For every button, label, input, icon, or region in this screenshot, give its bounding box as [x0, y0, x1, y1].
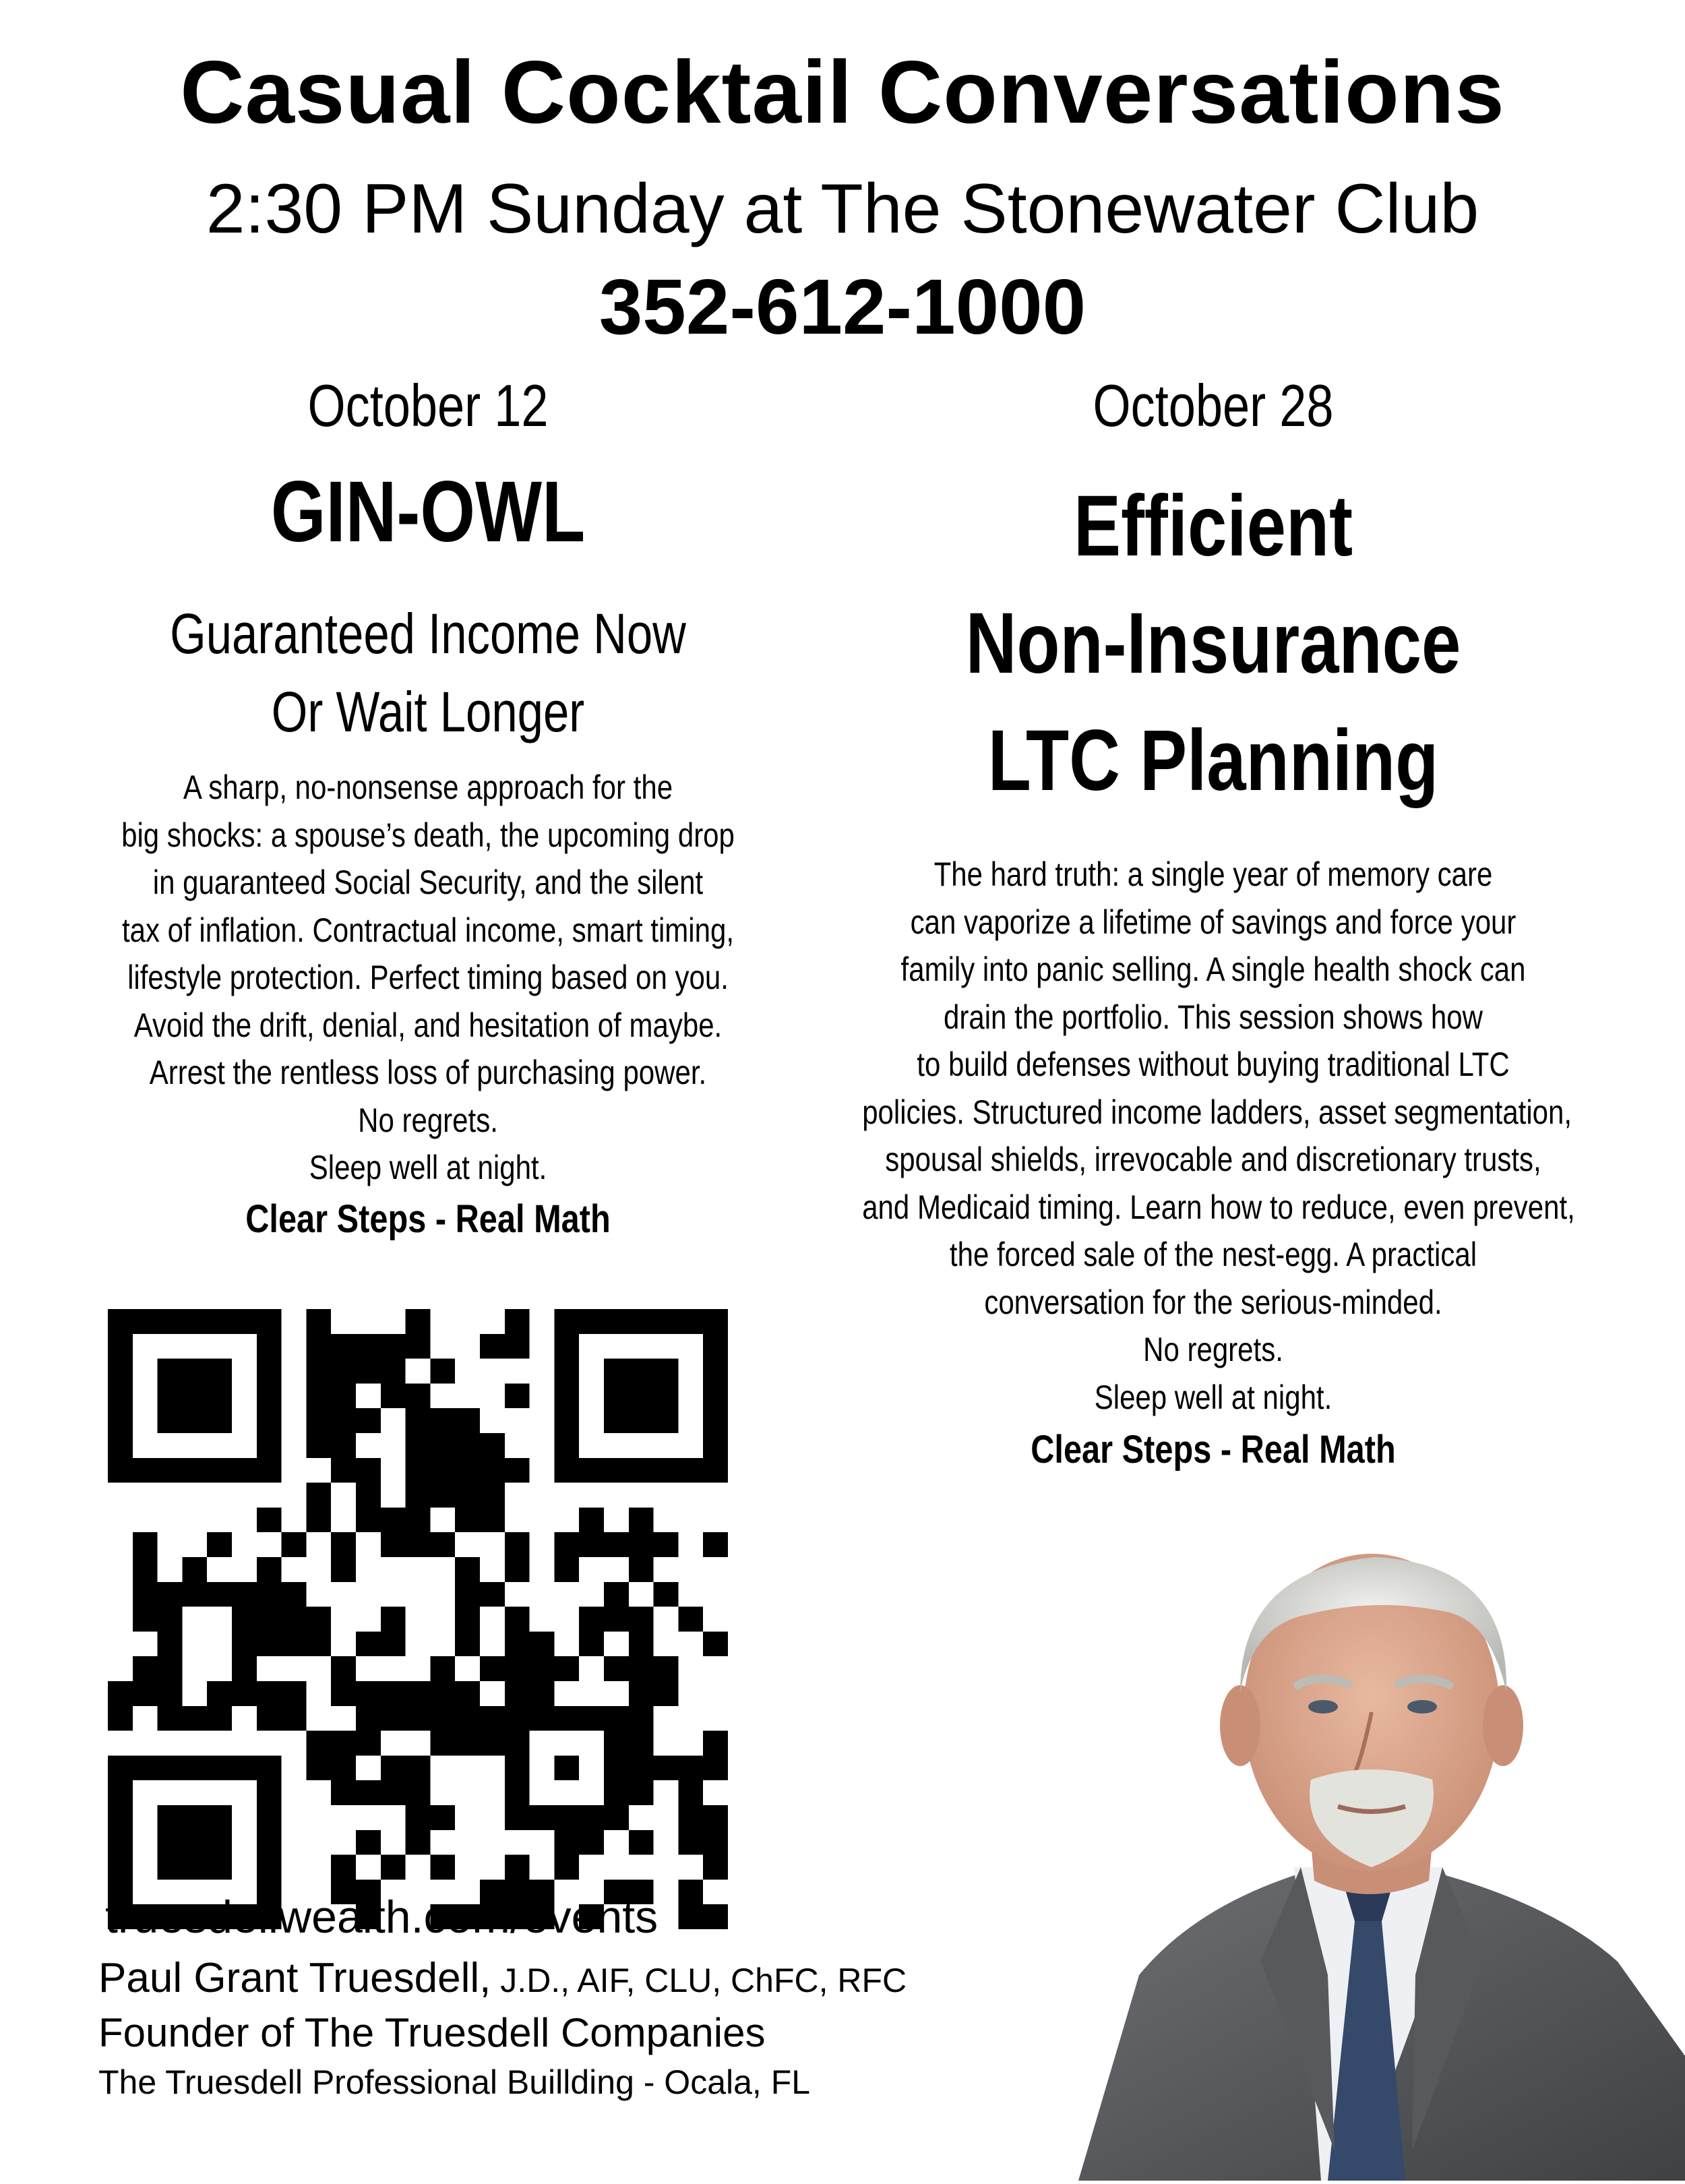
- event-time-venue: 2:30 PM Sunday at The Stonewater Club: [206, 170, 1479, 248]
- presenter-photo-illustration: [1038, 1490, 1685, 2181]
- left-event-date: October 12: [307, 372, 549, 439]
- right-body-line: can vaporize a lifetime of savings and force your: [910, 903, 1516, 941]
- left-subheadline-line: Or Wait Longer: [271, 680, 585, 744]
- right-event-description: [862, 851, 1575, 1421]
- right-body-line: conversation for the serious-minded.: [984, 1283, 1442, 1321]
- left-body-line: Arrest the rentless loss of purchasing power.: [149, 1054, 707, 1091]
- left-body-line: A sharp, no-nonsense approach for the: [183, 768, 673, 806]
- left-body-line: lifestyle protection. Perfect timing based on you.: [127, 959, 729, 996]
- right-body-line: the forced sale of the nest-egg. A practical: [949, 1236, 1477, 1273]
- left-event-tagline: Clear Steps - Real Math: [245, 1197, 611, 1241]
- right-body-line: spousal shields, irrevocable and discretionary trusts,: [885, 1141, 1541, 1178]
- left-body-line: Avoid the drift, denial, and hesitation of maybe.: [133, 1006, 723, 1044]
- presenter-title: Founder of The Truesdell Companies: [98, 2010, 766, 2055]
- qr-code-icon[interactable]: [108, 1309, 728, 1929]
- right-body-line: No regrets.: [1143, 1331, 1283, 1368]
- left-body-line: No regrets.: [358, 1101, 498, 1139]
- left-body-line: Sleep well at night.: [309, 1149, 547, 1186]
- right-body-line: to build defenses without buying traditional LTC: [917, 1045, 1510, 1083]
- qr-code-graphic: [108, 1309, 728, 1929]
- event-title: Casual Cocktail Conversations: [180, 42, 1505, 142]
- right-headline-line: Efficient: [1073, 478, 1353, 574]
- right-event-tagline: Clear Steps - Real Math: [1031, 1428, 1396, 1472]
- right-body-line: The hard truth: a single year of memory care: [933, 855, 1493, 893]
- presenter-location: The Truesdell Professional Buillding - Ocala, FL: [98, 2063, 811, 2101]
- left-event-subheadline: [154, 595, 702, 751]
- right-body-line: family into panic selling. A single health shock can: [900, 950, 1526, 988]
- right-headline-line: Non-Insurance: [965, 595, 1461, 692]
- presenter-name-text: Paul Grant Truesdell,: [98, 1955, 491, 2001]
- left-body-line: big shocks: a spouse’s death, the upcoming drop: [121, 816, 735, 854]
- events-url-link[interactable]: truesdellwealth.com/events: [105, 1891, 658, 1943]
- left-event-headline: GIN-OWL: [270, 464, 586, 560]
- presenter-name: [98, 1953, 907, 2005]
- presenter-credentials: J.D., AIF, CLU, ChFC, RFC: [491, 1962, 907, 1999]
- right-body-line: and Medicaid timing. Learn how to reduce, even prevent,: [862, 1188, 1575, 1226]
- right-body-line: policies. Structured income ladders, asset segmentation,: [862, 1093, 1572, 1131]
- presenter-portrait: [1038, 1490, 1685, 2181]
- right-event-date: October 28: [1093, 372, 1334, 439]
- left-body-line: tax of inflation. Contractual income, smart timing,: [121, 911, 735, 949]
- left-event-description: [119, 764, 737, 1192]
- right-body-line: drain the portfolio. This session shows how: [944, 998, 1483, 1036]
- right-body-line: Sleep well at night.: [1094, 1378, 1332, 1416]
- right-headline-line: LTC Planning: [987, 712, 1439, 809]
- left-subheadline-line: Guaranteed Income Now: [170, 602, 686, 665]
- left-body-line: in guaranteed Social Security, and the silent: [152, 863, 704, 901]
- right-event-headline: [909, 468, 1517, 820]
- phone-number[interactable]: 352-612-1000: [599, 263, 1086, 351]
